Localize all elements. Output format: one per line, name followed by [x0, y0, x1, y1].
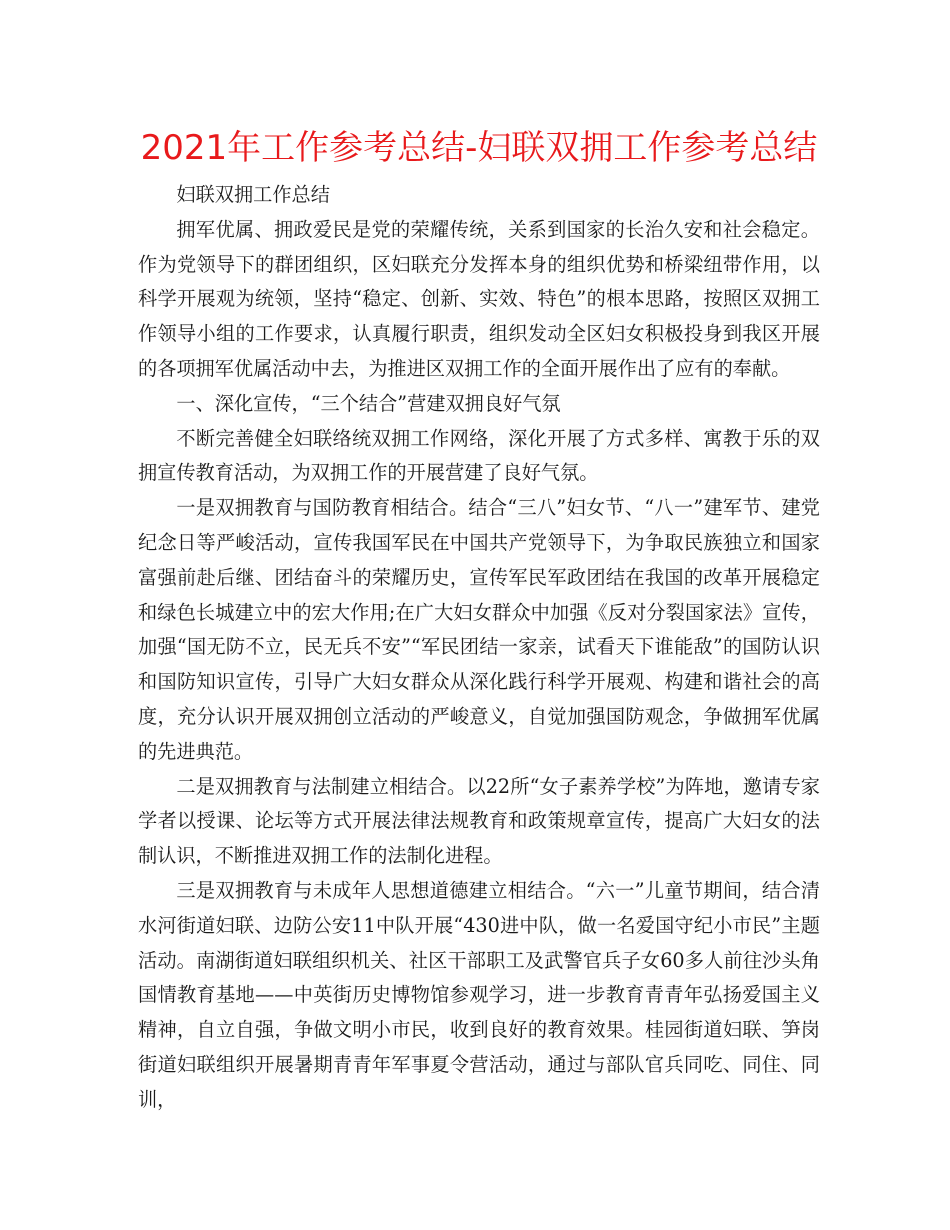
section-heading: 一、深化宣传，“三个结合”营建双拥良好气氛: [176, 391, 561, 415]
document-title: 2021年工作参考总结-妇联双拥工作参考总结: [140, 128, 818, 168]
body-paragraph: 一是双拥教育与国防教育相结合。结合“三八”妇女节、“八一”建军节、建党纪念日等严峻活动，宣传我国军民在中国共产党领导下，为争取民族独立和国家富强前赴后继、团结奋斗的荣耀历史，宣传军民军政团结在我国的改革开展稳定和绿色长城建立中的宏大作用;在广大妇女群众中加强《反对分裂国家法》宣传，加强“国无防不立，民无兵不安”“军民团结一家亲，试看天下谁能敌”的国防认识和国防知识宣传，引导广大妇女群众从深化践行科学开展观、构建和谐社会的高度，充分认识开展双拥创立活动的严峻意义，自觉加强国防观念，争做拥军优属的先进典范。: [138, 496, 820, 763]
body-paragraph: 不断完善健全妇联络统双拥工作网络，深化开展了方式多样、寓教于乐的双拥宣传教育活动，为双拥工作的开展营建了良好气氛。: [138, 426, 820, 485]
subtitle-paragraph: 妇联双拥工作总结: [176, 183, 330, 206]
body-paragraph: 二是双拥教育与法制建立相结合。以22所“女子素养学校”为阵地，邀请专家学者以授课、论坛等方式开展法律法规教育和政策规章宣传，提高广大妇女的法制认识，不断推进双拥工作的法制化进程。: [138, 774, 820, 868]
document-body: [138, 178, 820, 1118]
intro-paragraph: 拥军优属、拥政爱民是党的荣耀传统，关系到国家的长治久安和社会稳定。作为党领导下的群团组织，区妇联充分发挥本身的组织优势和桥梁纽带作用，以科学开展观为统领，坚持“稳定、创新、实效、特色”的根本思路，按照区双拥工作领导小组的工作要求，认真履行职责，组织发动全区妇女积极投身到我区开展的各项拥军优属活动中去，为推进区双拥工作的全面开展作出了应有的奉献。: [138, 217, 820, 380]
body-paragraph: 三是双拥教育与未成年人思想道德建立相结合。“六一”儿童节期间，结合清水河街道妇联、边防公安11中队开展“430进中队，做一名爱国守纪小市民”主题活动。南湖街道妇联组织机关、社区干部职工及武警官兵子女60多人前往沙头角国情教育基地——中英街历史博物馆参观学习，进一步教育青青年弘扬爱国主义精神，自立自强，争做文明小市民，收到良好的教育效果。桂园街道妇联、笋岗街道妇联组织开展暑期青青年军事夏令营活动，通过与部队官兵同吃、同住、同训，: [138, 878, 820, 1111]
